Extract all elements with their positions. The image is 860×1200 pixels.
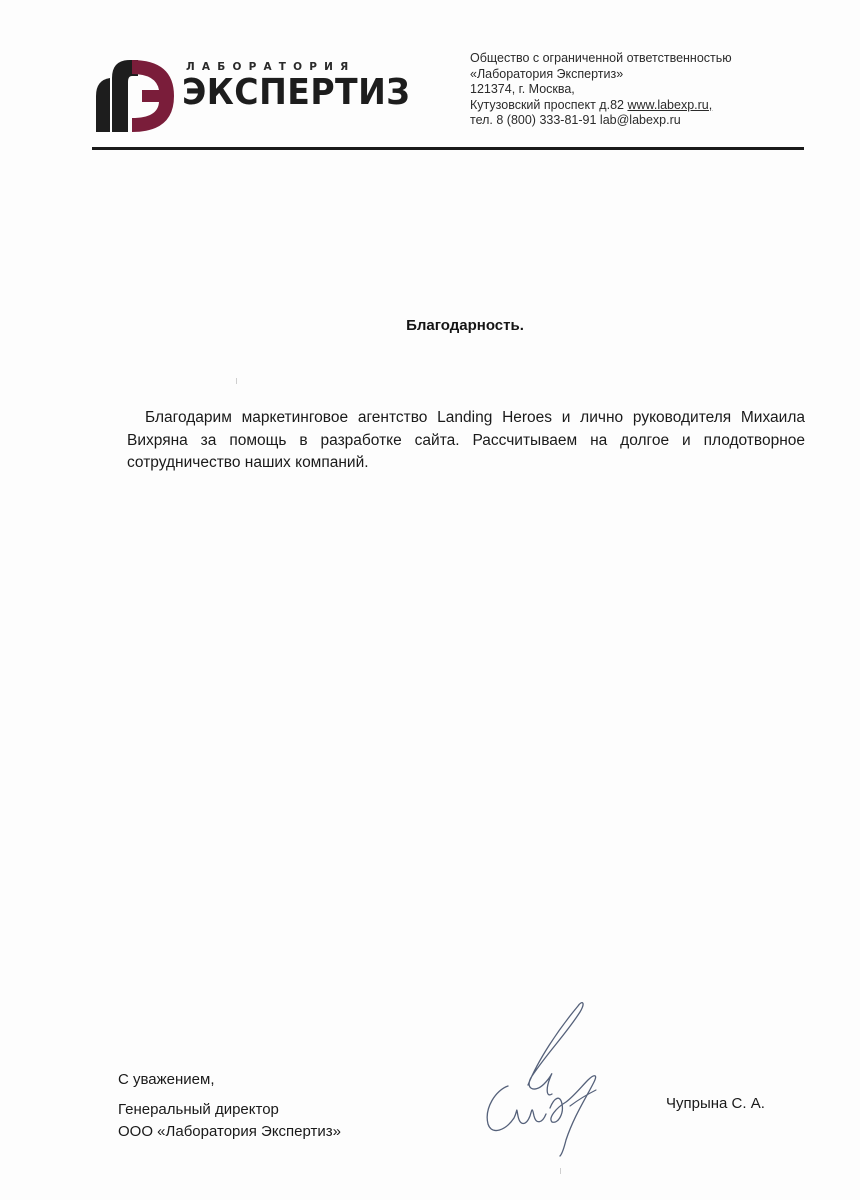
org-contacts-line (470, 113, 810, 129)
paper-speck (560, 1168, 561, 1174)
org-phone: тел. 8 (800) 333-81-91 (470, 113, 597, 127)
org-website-link[interactable]: www.labexp.ru, (627, 97, 713, 112)
paper-speck (236, 378, 237, 384)
letter-closing (118, 1069, 341, 1143)
org-city: 121374, г. Москва, (470, 82, 575, 96)
letter-body: Благодарим маркетинговое агентство Landing Heroes и лично руководителя Михаила Вихряна за помощь в разработке сайта. Рассчитываем на долгое и плодотворное сотрудничество наших компаний. (127, 409, 805, 471)
letter-title: Благодарность. (406, 317, 524, 334)
org-address: Кутузовский проспект д.82 (470, 97, 624, 112)
org-name: «Лаборатория Экспертиз» (470, 66, 624, 81)
handwritten-signature-icon (470, 990, 620, 1160)
signer-company: ООО «Лаборатория Экспертиз» (118, 1123, 342, 1140)
org-legal-form: Общество с ограниченной ответственностью (470, 51, 732, 65)
logo-small-text: ЛАБОРАТОРИЯ (186, 61, 356, 73)
header-divider (92, 147, 804, 150)
logo-big-text: ЭКСПЕРТИЗ (182, 72, 411, 113)
company-logo (92, 56, 411, 136)
signer-name: Чупрына С. А. (666, 1095, 765, 1112)
closing-phrase: С уважением, (118, 1071, 215, 1088)
signer-position: Генеральный директор (118, 1101, 279, 1118)
org-email: lab@labexp.ru (599, 113, 681, 127)
org-address-line (470, 98, 810, 114)
lab-expertiz-logo-icon (92, 56, 176, 134)
organization-details (470, 51, 810, 129)
